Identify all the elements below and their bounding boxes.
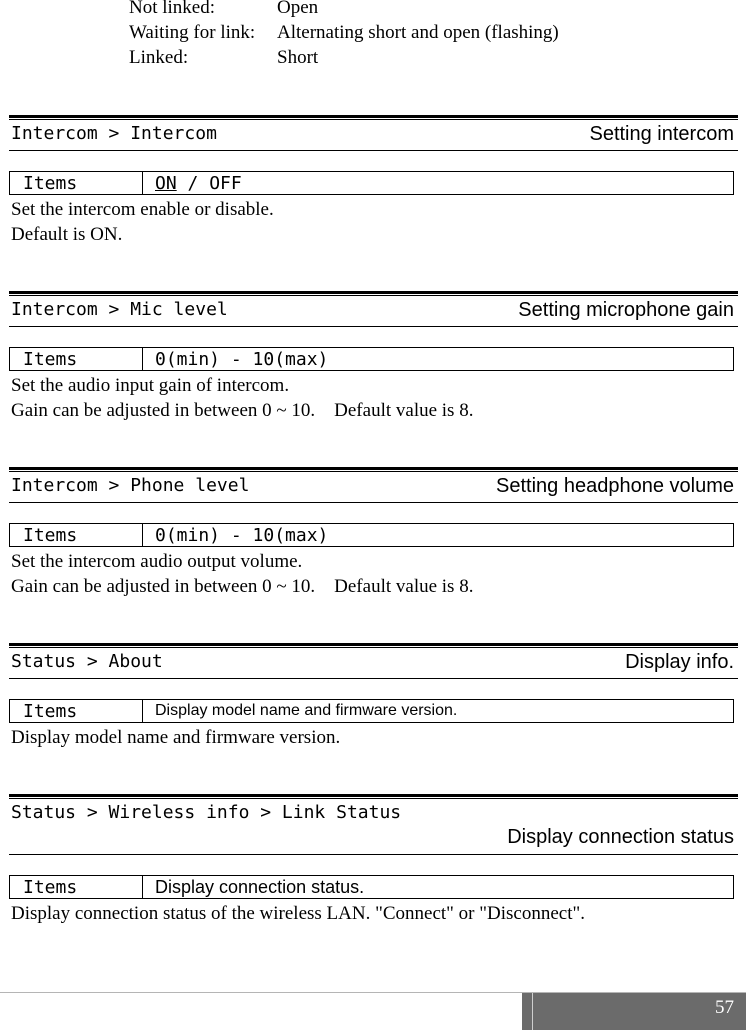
section-top-rule [9, 291, 738, 294]
section-top-rule-thin [9, 295, 738, 296]
items-box [9, 347, 734, 371]
section-heading: Setting intercom [589, 123, 734, 145]
section-heading: Setting headphone volume [496, 475, 734, 497]
items-label: Items [23, 701, 78, 722]
link-state-label: Waiting for link: [129, 22, 256, 43]
section-heading: Display connection status [507, 826, 734, 848]
section-path: Intercom > Mic level [11, 299, 228, 320]
link-state-value: Alternating short and open (flashing) [277, 22, 559, 43]
items-off-option: / OFF [176, 173, 242, 194]
description-line: Set the intercom enable or disable. [11, 199, 274, 220]
section-path: Intercom > Phone level [11, 475, 250, 496]
section-bottom-rule [9, 326, 738, 327]
items-value: 0(min) - 10(max) [155, 525, 329, 546]
page-number: 57 [715, 997, 734, 1018]
section-bottom-rule [9, 502, 738, 503]
section-bottom-rule [9, 150, 738, 151]
link-state-label: Linked: [129, 47, 189, 68]
section-path: Status > About [11, 651, 163, 672]
items-label: Items [23, 877, 78, 898]
items-value: 0(min) - 10(max) [155, 349, 329, 370]
items-on-option: ON [155, 173, 177, 194]
link-state-label: Not linked: [129, 0, 216, 18]
items-box [9, 699, 734, 723]
section-top-rule [9, 467, 738, 470]
items-value [155, 173, 242, 194]
description-line: Display connection status of the wireless LAN. "Connect" or "Disconnect". [11, 903, 585, 924]
items-box [9, 171, 734, 195]
description-line: Default is ON. [11, 224, 123, 245]
section-bottom-rule [9, 678, 738, 679]
items-box [9, 875, 734, 899]
description-line: Gain can be adjusted in between 0 ~ 10. Default value is 8. [11, 576, 474, 597]
section-top-rule-thin [9, 798, 738, 799]
section-top-rule [9, 794, 738, 797]
section-heading: Display info. [625, 651, 734, 673]
section-path: Status > Wireless info > Link Status [11, 802, 402, 823]
items-value: Display model name and firmware version. [155, 702, 458, 719]
description-line: Set the audio input gain of intercom. [11, 375, 290, 396]
section-top-rule-thin [9, 471, 738, 472]
link-state-value: Open [277, 0, 319, 18]
items-box [9, 523, 734, 547]
description-line: Gain can be adjusted in between 0 ~ 10. Default value is 8. [11, 400, 474, 421]
link-state-value: Short [277, 47, 319, 68]
section-bottom-rule [9, 854, 738, 855]
section-top-rule-thin [9, 647, 738, 648]
page-number-tab [522, 993, 746, 1030]
description-line: Set the intercom audio output volume. [11, 551, 303, 572]
section-top-rule [9, 115, 738, 118]
description-line: Display model name and firmware version. [11, 727, 341, 748]
items-label: Items [23, 525, 78, 546]
items-value: Display connection status. [155, 877, 365, 897]
section-top-rule [9, 643, 738, 646]
footer-divider [532, 993, 533, 1030]
items-label: Items [23, 173, 78, 194]
section-path: Intercom > Intercom [11, 123, 217, 144]
section-top-rule-thin [9, 119, 738, 120]
items-label: Items [23, 349, 78, 370]
section-heading: Setting microphone gain [518, 299, 734, 321]
